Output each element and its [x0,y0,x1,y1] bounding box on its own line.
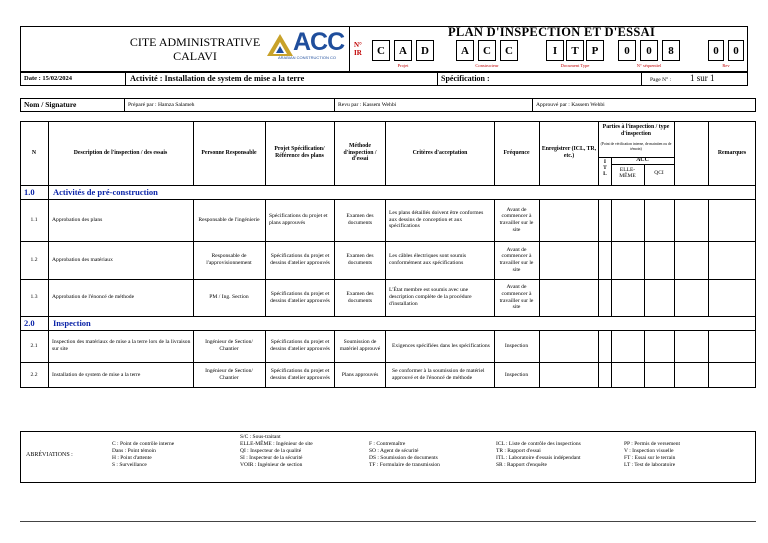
row-1-1-criteres: Les plans détaillés doivent être conformes aux dessins de conception et aux spécifications [389,209,484,230]
row-2-2-n: 2.2 [30,371,38,378]
row-1-3-personne: PM / Ing. Section [209,294,249,301]
col-criteres-header: Critères d'acceptation [412,149,468,156]
row-1-2-personne: Responsable de l'approvisionnement [206,253,252,266]
projet-code-2: A [394,40,412,61]
col-n-header: N [31,149,37,156]
abbreviations-label: ABRÉVIATIONS : [26,452,73,458]
constructeur-code-1: A [456,40,474,61]
page-value: 1 sur 1 [690,73,715,83]
row-1-3-n: 1.3 [30,294,38,301]
col-description-header: Description de l'inspection / des essais [73,149,168,156]
row-1-1-projet-spec: Spécifications du projet et plans approuvés [269,213,328,226]
doctype-code-2: T [566,40,584,61]
row-2-1-description: Inspection des matériaux de mise a la terre lors de la livraison sur site [52,339,191,352]
projet-label: Projet [397,63,409,68]
constructeur-label: Constructeur [475,63,499,68]
row-1-2-n: 1.2 [30,256,38,263]
col-parties-header: Parties à l'inspection / type d'inspection [602,124,670,137]
row-2-1-projet-spec: Spécifications du projet et dessins d'atelier approuvés [270,339,330,352]
row-1-2-description: Approbation des matériaux [52,256,113,263]
row-1-3-frequence: Avant de commencer à travailler sur le site [499,284,534,311]
row-2-1-frequence: Inspection [504,342,529,349]
row-1-2-projet-spec: Spécifications du projet et dessins d'atelier approuvés [270,253,330,266]
row-1-1-n: 1.1 [30,216,38,223]
footer-divider [20,521,756,522]
rev-code-1: 0 [708,40,724,61]
section-1-title: Activités de pré-construction [53,187,158,197]
revu-par: Revu par : Kassem Wehbi [338,102,397,108]
projet-code-3: D [416,40,434,61]
doctype-code-3: P [586,40,604,61]
abbrev-col-5: PP : Permis de versement V : Inspection visuelle FT : Essai sur le terrain LT : Test de laboratoire [624,441,681,468]
col-methode-header: Méthode d'inspection / d'essai [343,142,377,163]
abbrev-col-2: S/C : Sous-traitant ELLE-MÊME : Ingénieur de site QI : Inspecteur de la qualité SI : Inspecteur de la sécurité VOIR : Ingénieur de section [240,434,313,468]
prepare-par: Préparé par : Hamza Salameh [128,102,195,108]
projet-code-1: C [372,40,390,61]
section-1-number: 1.0 [24,187,35,197]
specification-field: Spécification : [441,74,490,83]
document-title: PLAN D'INSPECTION ET D'ESSAI [448,25,656,39]
row-1-3-projet-spec: Spécifications du projet et dessins d'atelier approuvés [270,290,330,304]
row-1-1-frequence: Avant de commencer à travailler sur le site [499,206,534,233]
row-2-1-methode: Soumission de matériel approuvé [339,339,381,352]
company-logo [266,30,346,62]
rev-label: Rev [722,63,730,68]
abbrev-col-4: ICL : Liste de contrôle des inspections TR : Rapport d'essai ITL : Laboratoire d'essais indépendant SR : Rapport d'enquête [496,441,581,468]
row-2-2-projet-spec: Spécifications du projet et dessins d'atelier approuvés [270,368,330,381]
row-1-2-frequence: Avant de commencer à travailler sur le site [499,246,534,273]
doctype-code-1: I [546,40,564,61]
logo-triangle-icon [266,33,294,57]
abbrev-col-1: C : Point de contrôle interne Dans : Point témoin H : Point d'attente S : Surveillance [112,441,175,468]
activite-field: Activité : Installation de system de mise a la terre [130,74,305,83]
sequentiel-code-2: 0 [640,40,658,61]
org-line2: CALAVI [173,48,217,63]
constructeur-code-3: C [500,40,518,61]
col-itl-header: I T L [603,159,607,178]
logo-text: ACC [293,28,345,56]
row-2-2-frequence: Inspection [504,371,529,378]
col-acc-header: ACC [636,157,649,163]
abbrev-col-3: F : Contremaître SO : Agent de sécurité DS : Soumission de documents TF : Formulaire de transmission [369,441,440,468]
constructeur-code-2: C [478,40,496,61]
row-2-1-n: 2.1 [30,342,38,349]
date-field: Date : 15/02/2024 [24,75,73,82]
col-remarques-header: Remarques [717,149,747,156]
sequentiel-code-3: 8 [662,40,680,61]
row-1-1-personne: Responsable de l'ingénierie [198,216,260,223]
row-2-2-criteres: Se conformer à la soumission de matériel approuvé et de l'énoncé de méthode [392,368,485,381]
no-ir-label: N° IR [354,41,362,57]
row-2-1-criteres: Exigences spécifiées dans les spécifications [392,342,490,349]
logo-subtitle: ARABIAN CONSTRUCTION CO [277,55,336,60]
doctype-label: Document Type [560,63,590,68]
signature-label: Nom / Signature [24,100,77,109]
section-2-number: 2.0 [24,318,35,328]
col-frequence-header: Fréquence [503,149,530,156]
col-parties-subheader: (Point de vérification interne, de maintien ou de témoin) [600,142,672,151]
col-qci-header: QCI [654,170,664,176]
row-2-2-description: Installation de system de mise a la terre [52,371,141,378]
col-projet-spec-header: Projet Spécification/ Référence des plans [274,146,325,159]
rev-code-2: 0 [728,40,744,61]
col-elle-meme-header: ELLE-MÊME [619,167,636,180]
row-1-2-methode: Examen des documents [346,253,374,266]
row-1-1-methode: Examen des documents [346,213,374,226]
col-personne-header: Personne Responsable [201,149,257,156]
row-1-3-description: Approbation de l'énoncé de méthode [52,294,135,301]
row-2-1-personne: Ingénieur de Section/ Chantier [205,339,253,352]
org-line1: CITE ADMINISTRATIVE [129,35,261,49]
row-1-1-description: Approbation des plans [52,216,103,223]
row-1-3-criteres: L'État membre est soumis avec une description complète de la procédure d'installation [389,287,472,307]
col-enregistrer-header: Enregistrer (ICL, TR, etc.) [541,146,597,159]
row-2-2-methode: Plans approuvés [341,371,379,378]
row-1-3-methode: Examen des documents [346,290,374,304]
section-2-title: Inspection [53,318,91,328]
sequentiel-label: N° séquentiel [636,63,662,68]
org-name [100,36,290,64]
approuve-par: Approuvé par : Kassem Wehbi [536,102,605,108]
sequentiel-code-1: 0 [618,40,636,61]
page-label: Page N° : [650,77,672,83]
row-2-2-personne: Ingénieur de Section/ Chantier [205,368,253,381]
row-1-2-criteres: Les câbles électriques sont soumis conformément aux spécifications [389,253,467,266]
